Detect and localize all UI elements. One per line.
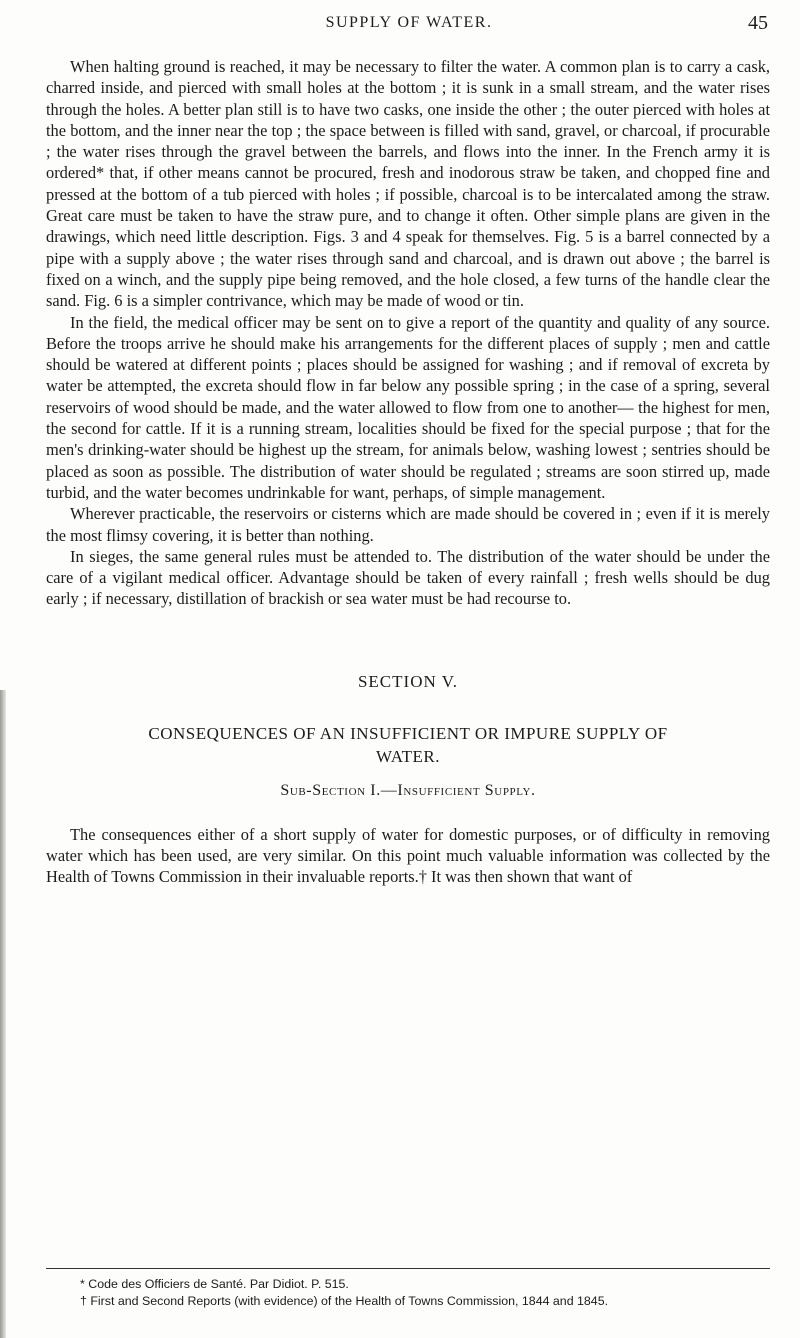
page-binding-edge	[0, 690, 6, 1338]
section-heading: SECTION V.	[357, 671, 459, 691]
paragraph-sieges: In sieges, the same general rules must be attended to. The distribution of the water should be under the care of a vigilant medical officer. Advantage should be taken of every rainfall ; fresh wells should be dug early ; if necessary, distillation of brackish or sea water must be had recourse to.	[46, 546, 770, 609]
footnote-code-des-officiers: * Code des Officiers de Santé. Par Didiot. P. 515.	[80, 1277, 349, 1291]
paragraph-filtering: When halting ground is reached, it may be necessary to filter the water. A common plan is to carry a cask, charred inside, and pierced with small holes at the bottom ; it is sunk in a small stream, and the water rises through the holes. A better plan still is to have two casks, one inside the other ; the outer pierced with holes at the bottom, and the inner near the top ; the space between is filled with sand, gravel, or charcoal, if procurable ; the water rises through the gravel between the barrels, and flows into the inner. In the French army it is ordered* that, if other means cannot be procured, fresh and inodorous straw be taken, and chopped fine and pressed at the bottom of a tub pierced with holes ; if possible, charcoal is to be intercalated among the straw. Great care must be taken to have the straw pure, and to change it often. Other simple plans are given in the drawings, which need little description. Figs. 3 and 4 speak for themselves. Fig. 5 is a barrel connected by a pipe with a supply above ; the water rises through sand and charcoal, and is drawn out above ; the barrel is fixed on a winch, and the supply pipe being removed, and the hole closed, a few turns of the handle clear the sand. Fig. 6 is a simpler contrivance, which may be made of wood or tin.	[46, 57, 770, 311]
paragraph-reservoirs: Wherever practicable, the reservoirs or cisterns which are made should be covered in ; even if it is merely the most flimsy covering, it is better than nothing.	[46, 504, 770, 545]
running-title: SUPPLY OF WATER.	[325, 14, 493, 31]
footnote-health-of-towns: † First and Second Reports (with evidence) of the Health of Towns Commission, 1844 and 1845.	[80, 1294, 609, 1308]
running-head	[50, 14, 768, 42]
paragraph-consequences: The consequences either of a short supply of water for domestic purposes, or of difficulty in removing water which has been used, are very similar. On this point much valuable information was collected by the Health of Towns Commission in their invaluable reports.† It was then shown that want of	[46, 824, 770, 887]
footnotes	[46, 1276, 770, 1310]
section-title: CONSEQUENCES OF AN INSUFFICIENT OR IMPURE SUPPLY OF WATER.	[148, 723, 668, 766]
footnote-divider	[46, 1268, 770, 1269]
subsection-heading: Sub-Section I.—Insufficient Supply.	[280, 781, 536, 799]
body-text	[46, 56, 770, 888]
paragraph-field: In the field, the medical officer may be sent on to give a report of the quantity and quality of any source. Before the troops arrive he should make his arrangements for the different places of supply ; men and cattle should be watered at different points ; places should be assigned for washing ; and if removal of excreta by water be attempted, the excreta should flow in far below any possible spring ; in the case of a spring, several reservoirs of wood should be made, and the water allowed to flow from one to another— the highest for men, the second for cattle. If it is a running stream, localities should be fixed for the special purpose ; that for the men's drinking-water should be highest up the stream, for animals below, washing lowest ; sentries should be placed as soon as possible. The distribution of water should be regulated ; streams are soon stirred up, made turbid, and the water becomes undrinkable for want, perhaps, of simple management.	[46, 312, 770, 502]
page-number: 45	[748, 12, 768, 34]
